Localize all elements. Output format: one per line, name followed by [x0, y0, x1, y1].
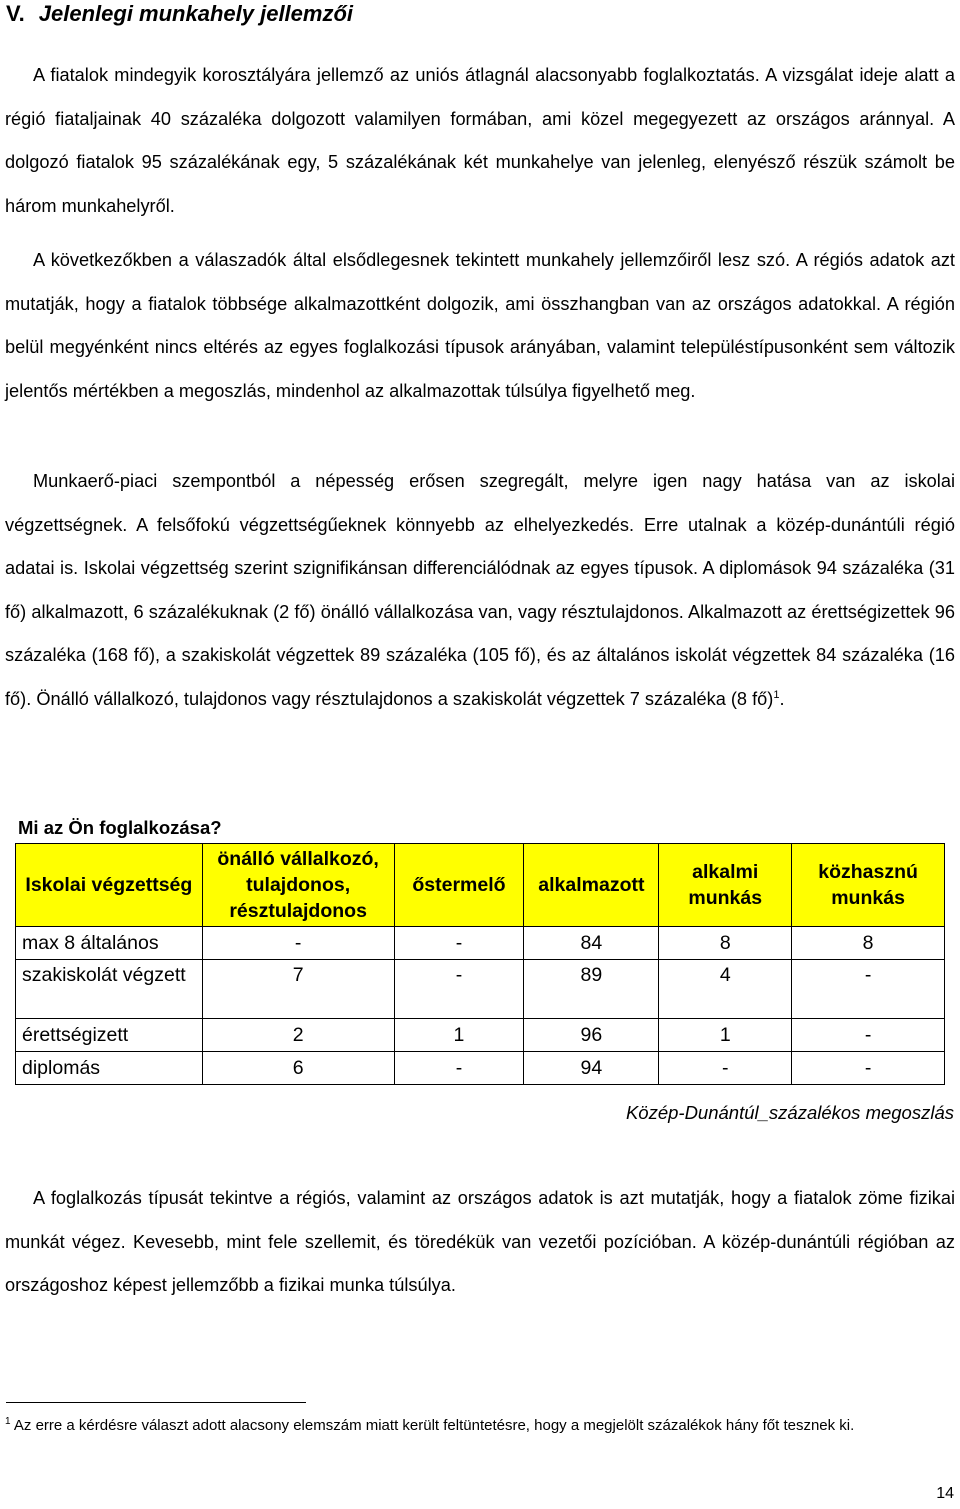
table-cell: -	[659, 1052, 792, 1085]
table-cell: 1	[659, 1019, 792, 1052]
table-row	[16, 1052, 945, 1085]
table-cell: -	[792, 1052, 945, 1085]
table-cell: 96	[524, 1019, 659, 1052]
section-number: V.	[6, 1, 25, 26]
table-cell: 4	[659, 960, 792, 1019]
table-cell: 1	[394, 1019, 524, 1052]
row-label: diplomás	[16, 1052, 203, 1085]
footnote-text: Az erre a kérdésre választ adott alacsony elemszám miatt került feltüntetésre, hogy a megjelölt százalékok hány főt tesznek ki.	[13, 1417, 855, 1434]
header-primary-producer: őstermelő	[394, 844, 524, 927]
section-heading	[6, 0, 353, 28]
table-cell: 89	[524, 960, 659, 1019]
footnote-reference[interactable]: 1	[773, 688, 780, 701]
table-row	[16, 960, 945, 1019]
paragraph-occupation-type: A foglalkozás típusát tekintve a régiós, valamint az országos adatok is azt mutatják, hogy a fiatalok zöme fizikai munkát végez. Kevesebb, mint fele szellemit, és töredékük van vezetői pozícióban. A közép-dunántúli régióban az országoshoz képest jellemzőbb a fizikai munka túlsúlya.	[5, 1188, 955, 1295]
footnote-number: 1	[5, 1416, 11, 1427]
row-label: érettségizett	[16, 1019, 203, 1052]
table-cell: 84	[524, 927, 659, 960]
table-question-title: Mi az Ön foglalkozása?	[18, 817, 222, 838]
row-label: szakiskolát végzett	[16, 960, 203, 1019]
table-cell: -	[394, 960, 524, 1019]
header-casual-worker: alkalmi munkás	[659, 844, 792, 927]
table-header-row	[16, 844, 945, 927]
table-cell: 8	[792, 927, 945, 960]
footnote	[5, 1412, 935, 1439]
header-employee: alkalmazott	[524, 844, 659, 927]
header-self-employed: önálló vállalkozó, tulajdonos, résztulajdonos	[202, 844, 394, 927]
table-cell: -	[792, 1019, 945, 1052]
table-cell: -	[394, 927, 524, 960]
header-education: Iskolai végzettség	[16, 844, 203, 927]
paragraph-education-segregation: Munkaerő-piaci szempontból a népesség erősen szegregált, melyre igen nagy hatása van az iskolai végzettségnek. A felsőfokú végzettségűeknek könnyebb az elhelyezkedés. Erre utalnak a közép-dunántúli régió adatai is. Iskolai végzettség szerint szignifikánsan differenciálódnak az egyes típusok. A diplomások 94 százaléka (31 fő) alkalmazott, 6 százalékuknak (2 fő) önálló vállalkozása van, vagy résztulajdonos. Alkalmazott az érettségizettek 96 százaléka (168 fő), a szakiskolát végzettek 89 százaléka (105 fő), és az általános iskolát végzettek 84 százaléka (16 fő). Önálló vállalkozó, tulajdonos vagy résztulajdonos a szakiskolát végzettek 7 százaléka (8 fő)$^1$.	[5, 471, 955, 709]
occupation-table	[15, 843, 945, 1085]
table-cell: -	[202, 927, 394, 960]
footnote-divider	[6, 1402, 306, 1403]
table-cell: -	[394, 1052, 524, 1085]
table-cell: 8	[659, 927, 792, 960]
header-public-worker: közhasznú munkás	[792, 844, 945, 927]
table-cell: 2	[202, 1019, 394, 1052]
paragraph-workplace-characteristics: A következőkben a válaszadók által elsődlegesnek tekintett munkahely jellemzőiről lesz szó. A régiós adatok azt mutatják, hogy a fiatalok többsége alkalmazottként dolgozik, ami összhangban van az országos adatokkal. A régión belül megyénként nincs eltérés az egyes foglalkozási típusok arányában, valamint településtípusonként sem változik jelentős mértékben a megoszlás, mindenhol az alkalmazottak túlsúlya figyelhető meg.	[5, 250, 955, 401]
table-row	[16, 1019, 945, 1052]
table-caption: Közép-Dunántúl_százalékos megoszlás	[625, 1102, 954, 1123]
table-cell: -	[792, 960, 945, 1019]
table-row	[16, 927, 945, 960]
section-title: Jelenlegi munkahely jellemzői	[38, 1, 354, 26]
table-cell: 94	[524, 1052, 659, 1085]
paragraph-employment-rate: A fiatalok mindegyik korosztályára jellemző az uniós átlagnál alacsonyabb foglalkoztatás. A vizsgálat ideje alatt a régió fiataljainak 40 százaléka dolgozott valamilyen formában, ami közel megegyezett az országos aránnyal. A dolgozó fiatalok 95 százalékának egy, 5 százalékának két munkahelye van jelenleg, elenyésző részük számolt be három munkahelyről.	[5, 65, 955, 216]
row-label: max 8 általános	[16, 927, 203, 960]
table-cell: 7	[202, 960, 394, 1019]
page-number: 14	[936, 1485, 954, 1502]
table-cell: 6	[202, 1052, 394, 1085]
